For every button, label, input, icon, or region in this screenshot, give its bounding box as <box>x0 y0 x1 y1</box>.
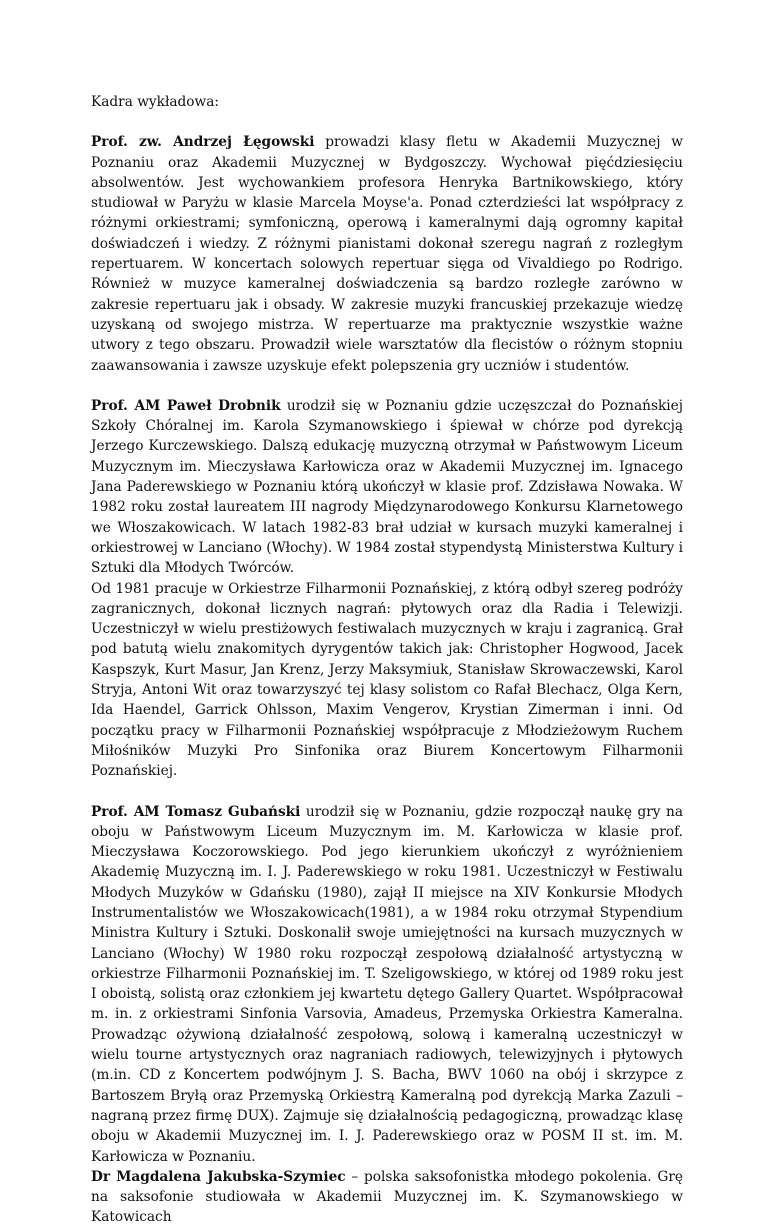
bio-gubanski <box>91 802 683 1167</box>
bio-text: – polska saksofonistka młodego pokolenia. Grę na saksofonie studiowała w Akademii Muzycznej im. K. Szymanowskiego w Katowicach <box>91 1168 683 1226</box>
bio-jakubska-szymiec <box>91 1167 683 1228</box>
bio-text: urodził się w Poznaniu, gdzie rozpoczął naukę gry na oboju w Państwowym Liceum Muzycznym im. M. Karłowicza w klasie prof. Mieczysława Koczorowskiego. Pod jego kierunkiem ukończył z wyróżnieniem Akademię Muzyczną im. I. J. Paderewskiego w roku 1981. Uczestniczył w Festiwalu Młodych Muzyków w Gdańsku (1980), zajął II miejsce na XIV Konkursie Młodych Instrumentalistów we Włoszakowicach(1981), a w 1984 roku otrzymał Stypendium Ministra Kultury i Sztuki. Doskonalił swoje umiejętności na kursach muzycznych w Lanciano (Włochy) W 1980 roku rozpoczął zespołową działalność artystyczną w orkiestrze Filharmonii Poznańskiej im. T. Szeligowskiego, w której od 1989 roku jest I oboistą, solistą oraz członkiem jej kwartetu dętego Gallery Quartet. Współpracował m. in. z orkiestrami Sinfonia Varsovia, Amadeus, Przemyska Orkiestra Kameralna. Prowadząc ożywioną działalność zespołową, solową i kameralną uczestniczył w wielu tourne artystycznych oraz nagraniach radiowych, telewizyjnych i płytowych (m.in. CD z Koncertem podwójnym J. S. Bacha, BWV 1060 na obój i skrzypce z Bartoszem Bryłą oraz Przemyską Orkiestrą Kameralną pod dyrekcją Marka Zazuli – nagraną przez firmę DUX). Zajmuje się działalnością pedagogiczną, prowadząc klasę oboju w Akademii Muzycznej im. I. J. Paderewskiego oraz w POSM II st. im. M. Karłowicza w Poznaniu. <box>91 803 683 1165</box>
bio-name: Prof. AM Paweł Drobnik <box>91 397 281 414</box>
bio-name: Prof. AM Tomasz Gubański <box>91 803 301 820</box>
bio-drobnik-continued: Od 1981 pracuje w Orkiestrze Filharmonii Poznańskiej, z którą odbył szereg podróży zagranicznych, dokonał licznych nagrań: płytowych oraz dla Radia i Telewizji. Uczestniczył w wielu prestiżowych festiwalach muzycznych w kraju i zagranicą. Grał pod batutą wielu znakomitych dyrygentów takich jak: Christopher Hogwood, Jacek Kaspszyk, Kurt Masur, Jan Krenz, Jerzy Maksymiuk, Stanisław Skrowaczewski, Karol Stryja, Antoni Wit oraz towarzyszyć tej klasy solistom co Rafał Blechacz, Olga Kern, Ida Haendel, Garrick Ohlsson, Maxim Vengerov, Krystian Zimerman i inni. Od początku pracy w Filharmonii Poznańskiej współpracuje z Młodzieżowym Ruchem Miłośników Muzyki Pro Sinfonika oraz Biurem Koncertowym Filharmonii Poznańskiej. <box>91 580 683 780</box>
bio-text: urodził się w Poznaniu gdzie uczęszczał do Poznańskiej Szkoły Chóralnej im. Karola Szymanowskiego i śpiewał w chórze pod dyrekcją Jerzego Kurczewskiego. Dalszą edukację muzyczną otrzymał w Państwowym Liceum Muzycznym im. Mieczysława Karłowicza oraz w Akademii Muzycznej im. Ignacego Jana Paderewskiego w Poznaniu którą ukończył w klasie prof. Zdzisława Nowaka. W 1982 roku został laureatem III nagrody Międzynarodowego Konkursu Klarnetowego we Włoszakowicach. W latach 1982-83 brał udział w kursach muzyki kameralnej i orkiestrowej w Lanciano (Włochy). W 1984 został stypendystą Ministerstwa Kultury i Sztuki dla Młodych Twórców. <box>91 397 683 577</box>
bio-legowski <box>91 132 683 376</box>
bio-name: Dr Magdalena Jakubska-Szymiec <box>91 1168 346 1185</box>
bio-name: Prof. zw. Andrzej Łęgowski <box>91 134 315 151</box>
bio-text: prowadzi klasy fletu w Akademii Muzycznej w Poznaniu oraz Akademii Muzycznej w Bydgoszczy. Wychował pięćdziesięciu absolwentów. Jest wychowankiem profesora Henryka Bartnikowskiego, który studiował w Paryżu w klasie Marcela Moyse'a. Ponad czterdzieści lat współpracy z różnymi orkiestrami; symfoniczną, operową i kameralnymi dają ogromny kapitał doświadczeń i wiedzy. Z różnymi pianistami dokonał szeregu nagrań z rozległym repertuarem. W koncertach solowych repertuar sięga od Vivaldiego po Rodrigo. Również w muzyce kameralnej doświadczenia są bardzo rozległe zarówno w zakresie repertuaru jak i obsady. W zakresie muzyki francuskiej przekazuje wiedzę uzyskaną od swojego mistrza. W repertuarze ma praktycznie wszystkie ważne utwory z tego obszaru. Prowadził wiele warsztatów dla flecistów o różnym stopniu zaawansowania i zawsze uzyskuje efekt polepszenia gry uczniów i studentów. <box>91 134 683 374</box>
document-page <box>91 92 683 1228</box>
bio-drobnik <box>91 396 683 579</box>
document-heading: Kadra wykładowa: <box>91 94 220 110</box>
